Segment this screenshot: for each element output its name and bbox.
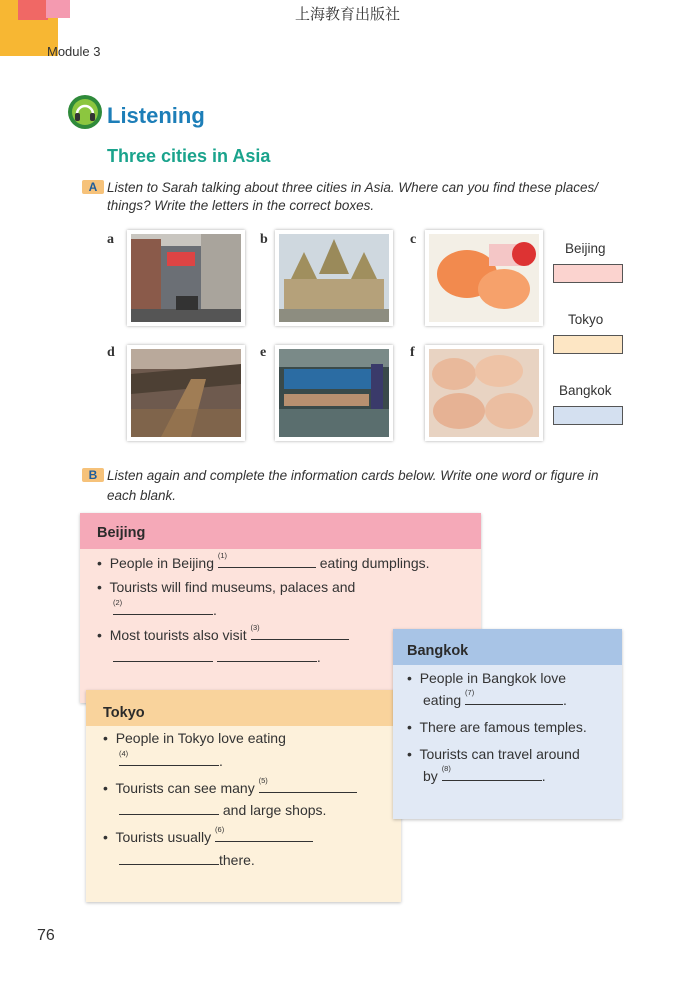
blank-6-line2[interactable] — [119, 848, 219, 865]
city-street-photo — [127, 230, 245, 326]
blank-8[interactable]: (8) — [442, 764, 542, 781]
bangkok-card-title: Bangkok — [393, 629, 622, 665]
task-b-instruction-line1: Listen again and complete the information cards below. Write one word or figure in — [107, 468, 599, 483]
bangkok-bullet-3: • Tourists can travel around — [407, 746, 580, 762]
photo-letter-a: a — [107, 232, 114, 247]
tokyo-bullet-3-cont: there. — [119, 848, 255, 872]
page-number: 76 — [37, 927, 55, 944]
tokyo-bullet-2: • Tourists can see many (5) — [103, 776, 393, 800]
module-label: Module 3 — [47, 44, 101, 59]
answer-box-tokyo[interactable] — [553, 335, 623, 354]
blank-6[interactable]: (6) — [215, 825, 313, 842]
photo-letter-e: e — [260, 345, 267, 360]
answer-box-beijing[interactable] — [553, 264, 623, 283]
section-subtitle: Three cities in Asia — [107, 146, 271, 166]
photo-letter-b: b — [260, 232, 268, 247]
boat-photo — [275, 345, 393, 441]
beijing-card-title: Beijing — [80, 513, 481, 549]
publisher-name: 上海教育出版社 — [294, 5, 400, 23]
photo-letter-d: d — [107, 345, 115, 360]
beijing-bullet-1: • People in Beijing (1) eating dumplings. — [97, 551, 430, 571]
blank-2[interactable]: (2) — [113, 598, 213, 615]
photo-letter-c: c — [410, 232, 417, 247]
blank-3[interactable]: (3) — [251, 623, 349, 640]
blank-3-line2[interactable] — [113, 645, 213, 662]
answer-box-bangkok[interactable] — [553, 406, 623, 425]
dumplings-photo — [425, 345, 543, 441]
beijing-bullet-2-cont: (2) . — [113, 598, 217, 618]
beijing-bullet-2: • Tourists will find museums, palaces and — [97, 579, 356, 595]
temple-photo — [275, 230, 393, 326]
tokyo-bullet-1-cont: (4) . — [119, 749, 223, 769]
bangkok-bullet-1-cont: eating (7) . — [423, 688, 567, 708]
task-a-badge: A — [82, 180, 104, 194]
task-b-instruction-line2: each blank. — [107, 488, 177, 503]
blank-5-line2[interactable] — [119, 798, 219, 815]
tokyo-bullet-3: • Tourists usually (6) — [103, 825, 393, 849]
beijing-bullet-3-cont: . — [113, 645, 321, 669]
blank-4[interactable]: (4) — [119, 749, 219, 766]
tokyo-bullet-2-cont: and large shops. — [119, 798, 326, 822]
bangkok-bullet-2: • There are famous temples. — [407, 719, 587, 735]
sushi-photo — [425, 230, 543, 326]
bangkok-bullet-1: • People in Bangkok love — [407, 670, 567, 686]
beijing-bullet-3: • Most tourists also visit (3) — [97, 623, 477, 647]
great-wall-photo — [127, 345, 245, 441]
section-title: Listening — [107, 103, 205, 128]
blank-7[interactable]: (7) — [465, 688, 563, 705]
photo-letter-f: f — [410, 345, 415, 360]
task-a-instruction-line2: things? Write the letters in the correct boxes. — [107, 198, 375, 213]
blank-5[interactable]: (5) — [259, 776, 357, 793]
tokyo-card-title: Tokyo — [86, 690, 401, 726]
bangkok-bullet-3-cont: by (8) . — [423, 764, 546, 784]
blank-3-line3[interactable] — [217, 645, 317, 662]
blank-1[interactable]: (1) — [218, 551, 316, 568]
task-a-instruction-line1: Listen to Sarah talking about three cities in Asia. Where can you find these places/ — [107, 180, 599, 195]
headphones-icon — [67, 94, 103, 130]
tokyo-bullet-1: • People in Tokyo love eating — [103, 730, 286, 746]
city-label-beijing: Beijing — [565, 241, 606, 256]
city-label-bangkok: Bangkok — [559, 383, 612, 398]
city-label-tokyo: Tokyo — [568, 312, 604, 327]
task-b-badge: B — [82, 468, 104, 482]
